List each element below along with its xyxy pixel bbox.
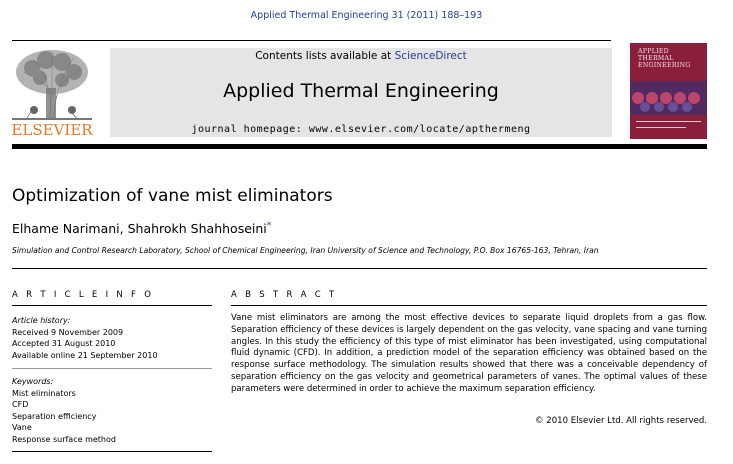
- keywords: [12, 376, 116, 446]
- elsevier-wordmark[interactable]: ELSEVIER: [11, 121, 93, 139]
- abstract-text: Vane mist eliminators are among the most effective devices to separate liquid droplets from a gas flow. Separation efficiency of these devices is largely dependent on the gas velocity, vane spacing and vane turning angles. In this study the efficiency of this type of mist eliminator has been investigated, using computational fluid dynamic (CFD). In addition, a prediction model of the separation efficiency was obtained based on the response surface methodology. The simulation results showed that there was a conceivable dependency of separation efficiency on the gas velocity and geometrical parameters of vanes. The optimal values of these parameters were determined in order to achieve the maximum separation efficiency.: [231, 313, 707, 394]
- history-item: Accepted 31 August 2010: [12, 339, 116, 349]
- sciencedirect-link[interactable]: ScienceDirect: [394, 50, 467, 62]
- abstract-divider: [231, 305, 707, 306]
- authors-line: [12, 221, 271, 236]
- cover-title: [638, 48, 702, 69]
- article-info-divider: [12, 305, 212, 306]
- article-info-heading: A R T I C L E I N F O: [12, 290, 154, 300]
- history-label: Article history:: [12, 316, 71, 325]
- journal-citation[interactable]: Applied Thermal Engineering 31 (2011) 188–193: [250, 10, 483, 21]
- cover-title-line: ENGINEERING: [638, 62, 691, 69]
- history-divider: [12, 368, 212, 369]
- keyword: CFD: [12, 400, 29, 410]
- keyword: Vane: [12, 423, 32, 433]
- journal-homepage[interactable]: journal homepage: www.elsevier.com/locate/apthermeng: [191, 124, 531, 135]
- affiliation: Simulation and Control Research Laboratory, School of Chemical Engineering, Iran University of Science and Technology, P.O. Box 16765-163, Tehran, Iran: [12, 246, 599, 255]
- cover-title-line: APPLIED: [638, 48, 669, 55]
- contents-line: [110, 50, 612, 62]
- journal-name: Applied Thermal Engineering: [223, 80, 499, 102]
- keywords-divider: [12, 451, 212, 452]
- keyword: Mist eliminators: [12, 388, 76, 398]
- authors: Elhame Narimani, Shahrokh Shahhoseini: [12, 221, 267, 236]
- abstract-heading: A B S T R A C T: [231, 290, 337, 300]
- elsevier-tree-logo: [12, 48, 92, 122]
- top-divider: [12, 40, 611, 41]
- history-item: Received 9 November 2009: [12, 327, 124, 337]
- keywords-label: Keywords:: [12, 377, 54, 386]
- article-history: [12, 315, 158, 361]
- article-title: Optimization of vane mist eliminators: [12, 186, 333, 206]
- cover-title-line: THERMAL: [638, 55, 674, 62]
- contents-prefix: Contents lists available at: [255, 50, 395, 62]
- keyword: Response surface method: [12, 434, 116, 444]
- history-item: Available online 21 September 2010: [12, 350, 158, 360]
- title-divider: [12, 268, 707, 269]
- copyright-notice: © 2010 Elsevier Ltd. All rights reserved.: [535, 416, 707, 426]
- header-thick-divider: [12, 144, 707, 149]
- corresponding-author-mark[interactable]: *: [266, 221, 272, 231]
- keyword: Separation efficiency: [12, 411, 97, 421]
